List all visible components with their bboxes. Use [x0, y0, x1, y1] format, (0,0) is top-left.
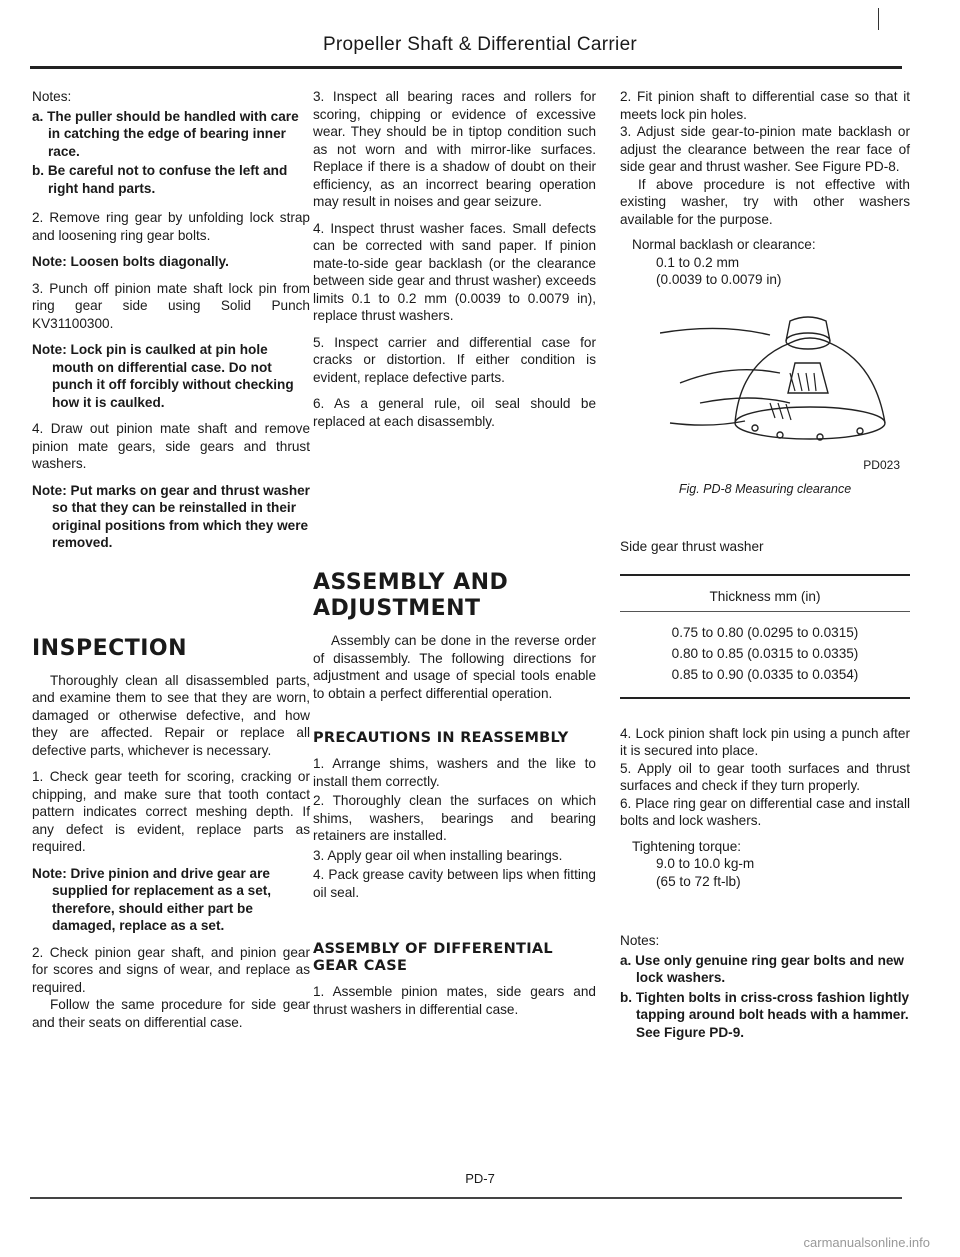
note-a: a. Use only genuine ring gear bolts and new lock washers. — [620, 952, 905, 985]
footer-rule — [30, 1197, 902, 1199]
reassembly-step-1: 1. Arrange shims, washers and the like to install them correctly. — [313, 756, 596, 789]
inspection-intro: Thoroughly clean all disassembled parts, and examine them to see that they are worn, damaged or otherwise defective, and how they are affected. Repair or replace all defective parts, whichever is necessary. — [32, 672, 310, 758]
differential-clearance-figure — [660, 303, 890, 453]
note-put-marks: Note: Put marks on gear and thrust washer so that they can be reinstalled in their original positions from which they were removed. — [32, 482, 310, 550]
gear-case-step-3: 3. Adjust side gear-to-pinion mate backlash or adjust the clearance between the rear face of side gear and thrust washer. See Figure PD-8. — [620, 124, 910, 174]
gear-case-step-3-followup: If above procedure is not effective with existing washer, try with other washers available for the purpose. — [620, 176, 910, 227]
reassembly-step-2: 2. Thoroughly clean the surfaces on which shims, washers, bearings and bearing retainers are installed. — [313, 793, 596, 843]
gear-case-step-2: 2. Fit pinion shaft to differential case so that it meets lock pin holes. — [620, 89, 910, 122]
assembly-heading: ASSEMBLY AND ADJUSTMENT — [313, 570, 509, 621]
step-4-draw-out-shaft: 4. Draw out pinion mate shaft and remove pinion mate gears, side gears and thrust washers. — [32, 421, 310, 471]
table-header: Thickness mm (in) — [709, 588, 821, 604]
torque-label: Tightening torque: — [632, 838, 742, 854]
note-drive-pinion: Note: Drive pinion and drive gear are supplied for replacement as a set, therefore, should either part be damaged, replace as a set. — [32, 865, 272, 933]
note-b: b. Be careful not to confuse the left and right hand parts. — [32, 163, 288, 196]
inspection-step-4: 4. Inspect thrust washer faces. Small defects can be corrected with sand paper. If pinion mate-to-side gear backlash (or the clearance between side gear and thrust washer) exceeds limits 0.1 to 0.2 mm (0.0039 to 0.0079 in), replace thrust washers. — [313, 220, 596, 323]
reassembly-step-3: 3. Apply gear oil when installing bearings. — [313, 847, 563, 863]
torque-value-ftlb: (65 to 72 ft-lb) — [656, 873, 741, 889]
figure-code: PD023 — [863, 458, 900, 472]
figure-caption: Fig. PD-8 Measuring clearance — [678, 481, 852, 496]
notes-label: Notes: — [32, 89, 72, 104]
backlash-value-mm: 0.1 to 0.2 mm — [656, 254, 740, 270]
note-loosen-bolts: Note: Loosen bolts diagonally. — [32, 254, 229, 269]
gear-case-heading: ASSEMBLY OF DIFFERENTIAL GEAR CASE — [313, 941, 553, 974]
notes-label: Notes: — [620, 933, 660, 948]
torque-spec — [620, 838, 910, 891]
inspection-step-1: 1. Check gear teeth for scoring, cracking or chipping, and make sure that tooth contact pattern indicates correct meshing depth. If any defect is evident, replace parts as required. — [32, 769, 310, 854]
inspection-step-5: 5. Inspect carrier and differential case for cracks or distortion. If either condition is evident, replace defective parts. — [313, 334, 596, 385]
page-header: Propeller Shaft & Differential Carrier — [322, 34, 638, 55]
backlash-spec — [620, 236, 910, 289]
inspection-step-2: 2. Check pinion gear shaft, and pinion gear for scores and signs of wear, and replace as required. — [32, 944, 310, 995]
note-b: b. Tighten bolts in criss-cross fashion lightly tapping around bolt heads with a hammer. See Figure PD-9. — [620, 989, 910, 1040]
inspection-heading: INSPECTION — [32, 635, 188, 661]
backlash-value-in: (0.0039 to 0.0079 in) — [656, 272, 782, 287]
thrust-washer-table — [620, 574, 910, 699]
note-a: a. The puller should be handled with care in catching the edge of bearing inner race. — [32, 108, 299, 159]
inspection-step-2-followup: Follow the same procedure for side gear and their seats on differential case. — [32, 997, 310, 1030]
gear-case-step-4: 4. Lock pinion shaft lock pin using a punch after it is secured into place. — [620, 725, 910, 758]
gear-case-step-6: 6. Place ring gear on differential case and install bolts and lock washers. — [620, 795, 910, 828]
step-2-remove-ring-gear: 2. Remove ring gear by unfolding lock strap and loosening ring gear bolts. — [32, 210, 310, 243]
backlash-label: Normal backlash or clearance: — [632, 237, 816, 252]
column-2 — [313, 88, 596, 1027]
table-rule-bottom — [620, 697, 910, 699]
table-rule-header — [620, 611, 910, 612]
inspection-step-6: 6. As a general rule, oil seal should be replaced at each disassembly. — [313, 396, 596, 429]
margin-mark — [878, 8, 879, 30]
page-number: PD-7 — [465, 1171, 495, 1186]
table-row: 0.85 to 0.90 (0.0335 to 0.0354) — [671, 666, 859, 682]
column-1 — [32, 88, 310, 1040]
reassembly-step-4: 4. Pack grease cavity between lips when fitting oil seal. — [313, 867, 596, 900]
watermark: carmanualsonline.info — [803, 1235, 930, 1250]
inspection-step-3: 3. Inspect all bearing races and rollers for scoring, chipping or evidence of excessive wear. They should be in tiptop condition such as not worn and with mirror-like surfaces. Replace if there is a shadow of doubt on their efficiency, as an incorrect bearing operation may result in noises and gear seizure. — [313, 89, 596, 209]
table-row: 0.80 to 0.85 (0.0315 to 0.0335) — [671, 645, 859, 661]
precautions-heading: PRECAUTIONS IN REASSEMBLY — [313, 730, 569, 746]
gear-case-step-5: 5. Apply oil to gear tooth surfaces and thrust surfaces and check if they turn properly. — [620, 760, 910, 793]
assembly-intro: Assembly can be done in the reverse order of disassembly. The following directions for adjustment and usage of special tools enable to obtain a perfect differential operation. — [313, 633, 596, 701]
table-rule-top — [620, 574, 910, 576]
table-row: 0.75 to 0.80 (0.0295 to 0.0315) — [671, 624, 859, 640]
torque-value-kgm: 9.0 to 10.0 kg-m — [656, 856, 755, 871]
column-3 — [620, 88, 910, 1043]
table-title: Side gear thrust washer — [620, 539, 764, 554]
header-rule — [30, 66, 902, 69]
note-lock-pin: Note: Lock pin is caulked at pin hole mouth on differential case. Do not punch it off forcibly without checking how it is caulked. — [32, 342, 294, 410]
gear-case-step-1: 1. Assemble pinion mates, side gears and thrust washers in differential case. — [313, 984, 596, 1017]
step-3-punch-lock-pin: 3. Punch off pinion mate shaft lock pin from ring gear side using Solid Punch KV31100300. — [32, 280, 310, 331]
